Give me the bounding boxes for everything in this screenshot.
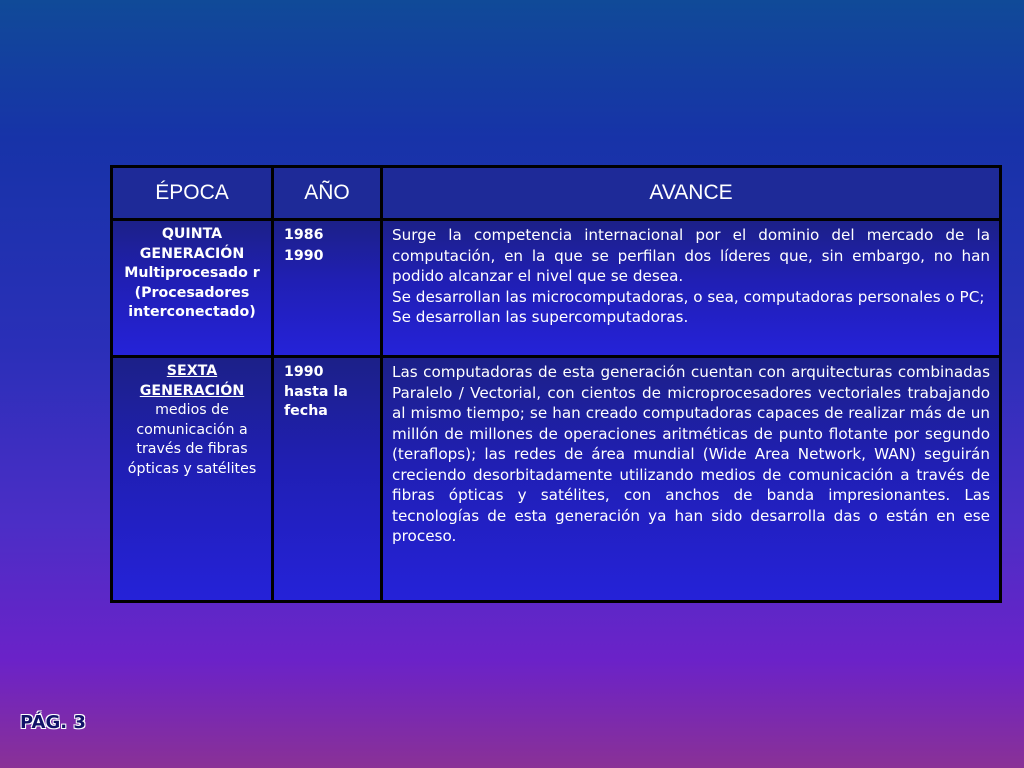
header-ano: AÑO xyxy=(274,168,380,218)
table-header-row xyxy=(113,168,999,218)
ano-start: 1986 xyxy=(284,227,324,243)
epoca-title-text: SEXTA GENERACIÓN xyxy=(139,363,245,399)
avance-paragraph: Se desarrollan las microcomputadoras, o sea, computadoras personales o PC; Se desarrollan las supercomputadoras. xyxy=(392,287,985,326)
ano-end: 1990 xyxy=(284,248,324,264)
ano-start: 1990 xyxy=(284,364,324,380)
ano-cell xyxy=(274,358,380,600)
page-number: PÁG. 3 xyxy=(20,712,86,733)
epoca-detail: medios de comunicación a través de fibras ópticas y satélites xyxy=(127,402,257,477)
avance-cell xyxy=(383,221,999,355)
table-row xyxy=(113,221,999,355)
header-epoca: ÉPOCA xyxy=(113,168,271,218)
ano-end: hasta la fecha xyxy=(284,384,348,419)
epoca-cell xyxy=(113,358,271,600)
generations-table xyxy=(110,165,1002,603)
avance-cell xyxy=(383,358,999,600)
avance-paragraph: Las computadoras de esta generación cuentan con arquitecturas combinadas Paralelo / Vectorial, con cientos de microprocesadores vectoriales trabajando al mismo tiempo; se han creado computadoras capaces de realizar más de un millón de millones de operaciones aritméticas de punto flotante por segundo (teraflops); las redes de área mundial (Wide Area Network, WAN) seguirán creciendo desorbitadamente utilizando medios de comunicación a través de fibras ópticas y satélites, con anchos de banda impresionantes. Las tecnologías de esta generación ya han sido desarrolla das o están en ese proceso. xyxy=(392,363,990,545)
avance-paragraph: Surge la competencia internacional por el dominio del mercado de la computación, en la que se perfilan dos líderes que, sin embargo, no han podido alcanzar el nivel que se desea. xyxy=(392,226,990,285)
header-avance: AVANCE xyxy=(383,168,999,218)
epoca-title: QUINTA GENERACIÓN xyxy=(139,226,245,262)
ano-cell xyxy=(274,221,380,355)
table-row xyxy=(113,358,999,600)
epoca-cell xyxy=(113,221,271,355)
epoca-title xyxy=(117,362,267,401)
epoca-detail: Multiprocesado r (Procesadores interconectado) xyxy=(124,265,260,320)
